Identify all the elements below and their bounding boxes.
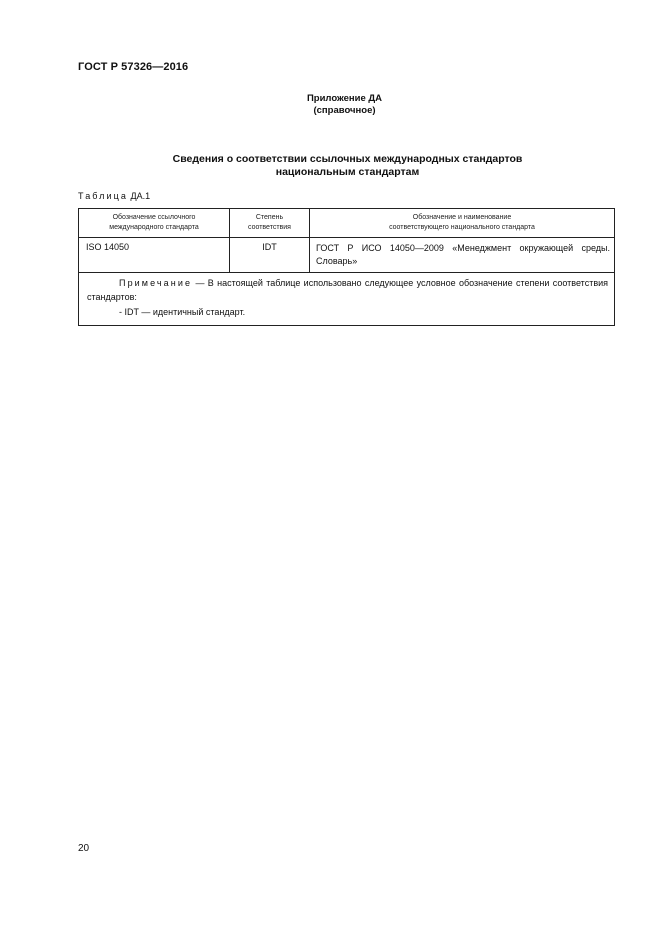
annex-subtitle: (справочное) bbox=[313, 105, 376, 116]
document-code: ГОСТ Р 57326—2016 bbox=[78, 61, 189, 73]
section-title bbox=[0, 153, 661, 179]
header-col3-line2: соответствующего национального стандарта bbox=[389, 224, 535, 231]
annex-title: Приложение ДА bbox=[306, 93, 383, 104]
header-col3-line1: Обозначение и наименование bbox=[412, 214, 512, 221]
cell-reference: ISO 14050 bbox=[79, 238, 230, 273]
annex-heading bbox=[0, 93, 661, 117]
cell-degree: IDT bbox=[230, 238, 310, 273]
table-note bbox=[79, 273, 615, 326]
note-list-item: - IDT — идентичный стандарт. bbox=[119, 307, 246, 317]
table-caption-number: ДА.1 bbox=[130, 191, 151, 201]
note-text: — В настоящей таблице использовано следующее условное обозначение степени соответствия стандартов: bbox=[87, 278, 608, 302]
note-label: Примечание bbox=[119, 278, 193, 288]
table-caption-word: Таблица bbox=[78, 191, 128, 201]
table-row bbox=[79, 238, 615, 273]
table-caption bbox=[78, 191, 150, 201]
header-reference-standard bbox=[79, 209, 230, 238]
header-degree bbox=[230, 209, 310, 238]
header-col2-line1: Степень bbox=[255, 214, 284, 221]
section-title-line-1: Сведения о соответствии ссылочных международных стандартов bbox=[172, 153, 523, 165]
header-national-standard bbox=[310, 209, 615, 238]
table-note-row bbox=[79, 273, 615, 326]
page-number: 20 bbox=[78, 843, 90, 854]
header-col1-line2: международного стандарта bbox=[109, 224, 199, 231]
correspondence-table bbox=[78, 208, 615, 326]
table-header-row bbox=[79, 209, 615, 238]
note-paragraph bbox=[87, 277, 608, 304]
section-title-line-2: национальным стандартам bbox=[275, 166, 420, 178]
header-col2-line2: соответствия bbox=[248, 224, 291, 231]
cell-national: ГОСТ Р ИСО 14050—2009 «Менеджмент окружающей среды. Словарь» bbox=[310, 238, 615, 273]
header-col1-line1: Обозначение ссылочного bbox=[112, 214, 196, 221]
